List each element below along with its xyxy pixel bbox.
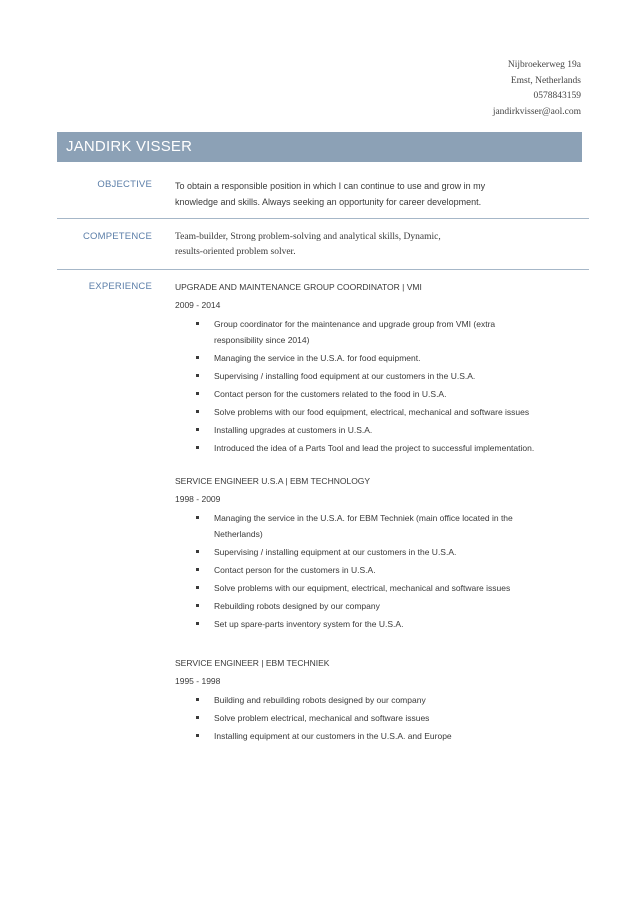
job-years: 1998 - 2009 xyxy=(175,494,221,504)
job-bullets xyxy=(196,316,596,458)
list-item: Managing the service in the U.S.A. for EBM Techniek (main office located in the Netherlands) xyxy=(196,510,596,542)
objective-line-2: knowledge and skills. Always seeking an opportunity for career development. xyxy=(175,197,482,207)
job-years: 1995 - 1998 xyxy=(175,676,221,686)
candidate-name: JANDIRK VISSER xyxy=(66,138,193,155)
contact-phone: 0578843159 xyxy=(533,91,581,101)
contact-block xyxy=(493,58,581,120)
competence-label: COMPETENCE xyxy=(82,231,152,242)
job-title: SERVICE ENGINEER U.S.A | EBM TECHNOLOGY xyxy=(175,476,371,486)
job-bullets xyxy=(196,510,596,634)
list-item: Solve problem electrical, mechanical and software issues xyxy=(196,710,596,726)
objective-line-1: To obtain a responsible position in which I can continue to use and grow in my xyxy=(175,181,486,191)
list-item: Installing upgrades at customers in U.S.A. xyxy=(196,422,596,438)
list-item: Contact person for the customers related to the food in U.S.A. xyxy=(196,386,596,402)
list-item: Installing equipment at our customers in the U.S.A. and Europe xyxy=(196,728,596,744)
name-banner xyxy=(57,132,582,162)
objective-label: OBJECTIVE xyxy=(97,179,152,190)
list-item: Set up spare-parts inventory system for the U.S.A. xyxy=(196,616,596,632)
job-years: 2009 - 2014 xyxy=(175,300,221,310)
objective-text xyxy=(175,178,485,210)
contact-email[interactable]: jandirkvisser@aol.com xyxy=(492,106,581,117)
contact-city: Emst, Netherlands xyxy=(510,75,581,86)
job-bullets xyxy=(196,692,596,746)
list-item: Solve problems with our equipment, electrical, mechanical and software issues xyxy=(196,580,596,596)
job-title: SERVICE ENGINEER | EBM TECHNIEK xyxy=(175,658,330,668)
contact-street: Nijbroekerweg 19a xyxy=(507,60,581,70)
section-divider xyxy=(57,269,589,270)
list-item: Rebuilding robots designed by our company xyxy=(196,598,596,614)
list-item: Introduced the idea of a Parts Tool and lead the project to successful implementation. xyxy=(196,440,596,456)
section-divider xyxy=(57,218,589,219)
list-item: Managing the service in the U.S.A. for food equipment. xyxy=(196,350,596,366)
list-item: Building and rebuilding robots designed by our company xyxy=(196,692,596,708)
competence-line-1: Team-builder, Strong problem-solving and analytical skills, Dynamic, xyxy=(175,232,441,242)
list-item: Contact person for the customers in U.S.A. xyxy=(196,562,596,578)
list-item: Supervising / installing food equipment at our customers in the U.S.A. xyxy=(196,368,596,384)
competence-text xyxy=(175,230,441,260)
list-item: Group coordinator for the maintenance and upgrade group from VMI (extra responsibility since 2014) xyxy=(196,316,596,348)
competence-line-2: results-oriented problem solver. xyxy=(175,247,296,257)
experience-label: EXPERIENCE xyxy=(88,281,152,292)
list-item: Supervising / installing equipment at our customers in the U.S.A. xyxy=(196,544,596,560)
list-item: Solve problems with our food equipment, electrical, mechanical and software issues xyxy=(196,404,596,420)
job-title: UPGRADE AND MAINTENANCE GROUP COORDINATOR | VMI xyxy=(175,282,422,292)
